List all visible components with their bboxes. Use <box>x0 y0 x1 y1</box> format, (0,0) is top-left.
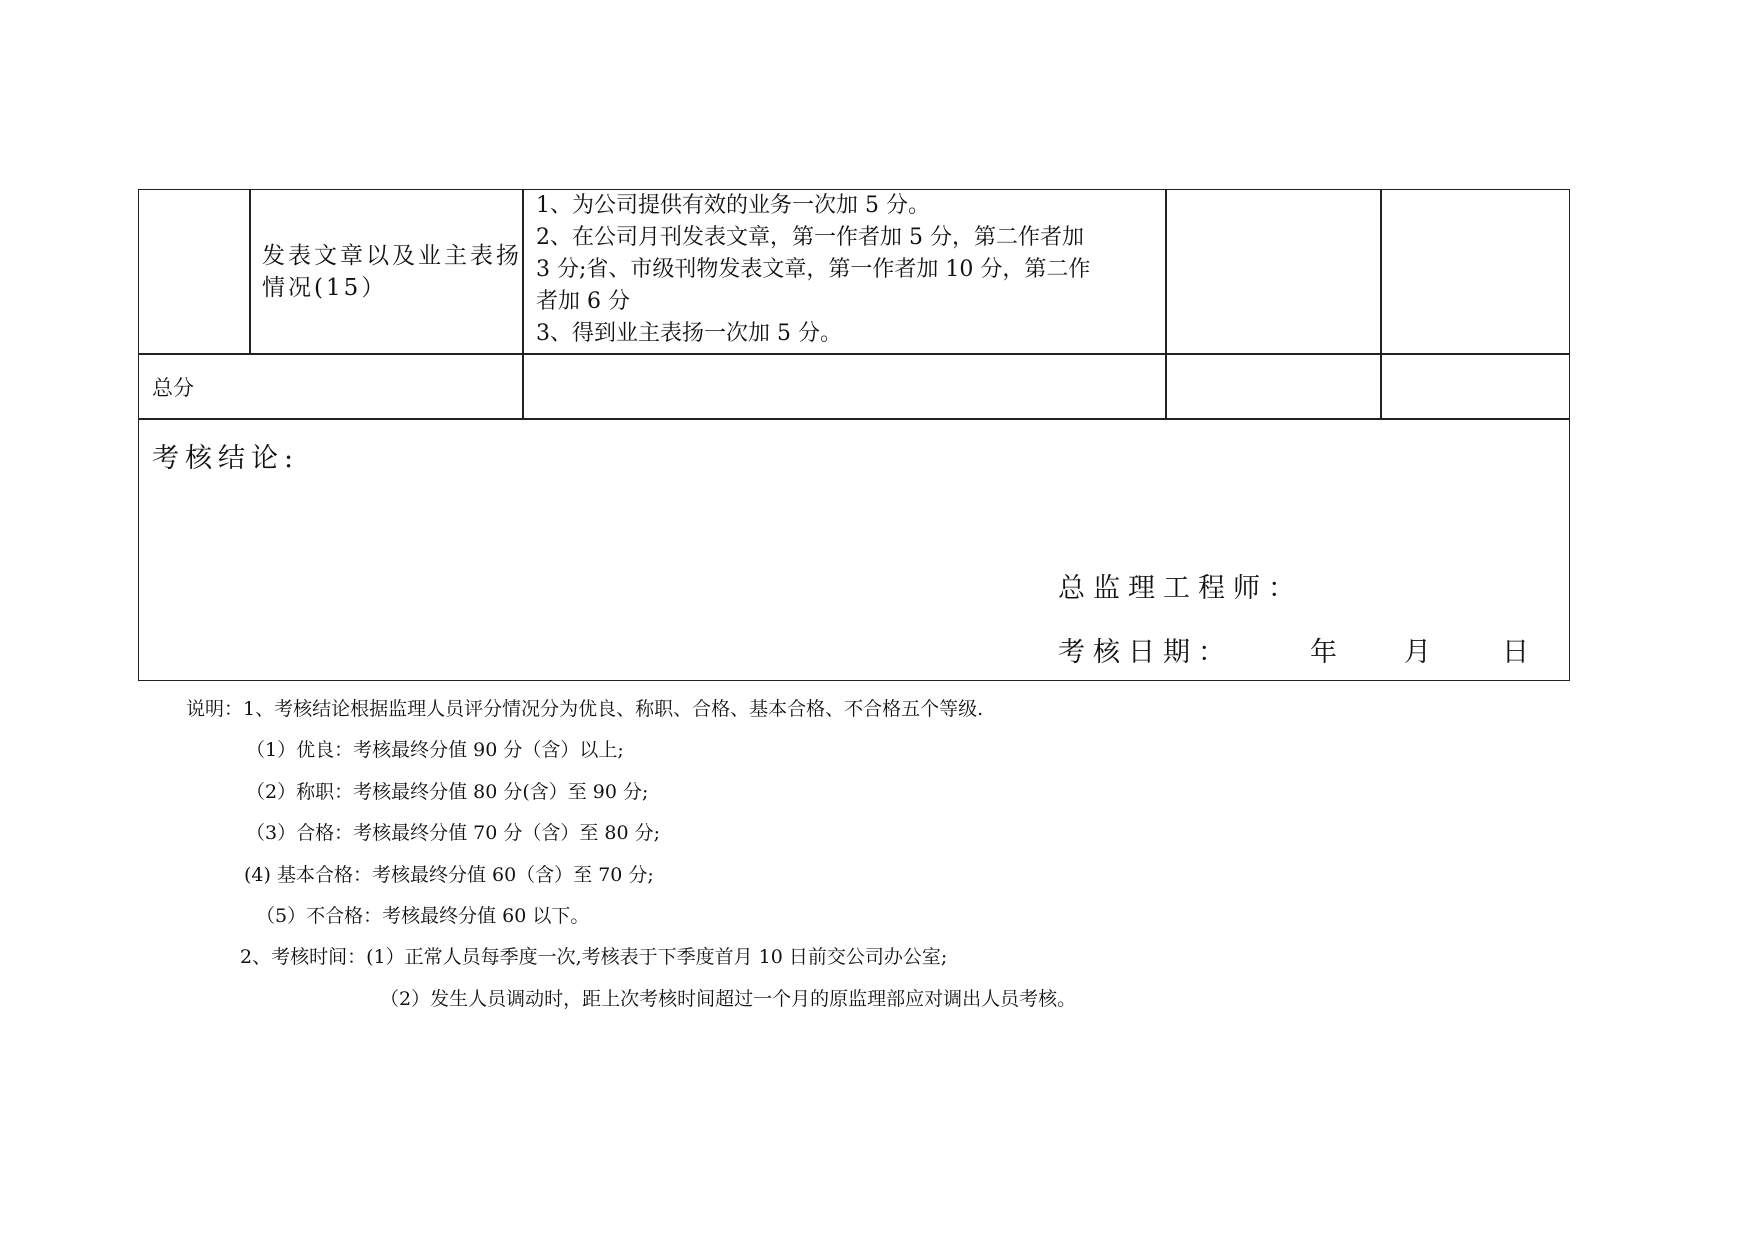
criteria-line: 2、在公司月刊发表文章，第一作者加 5 分，第二作者加 <box>536 225 1084 250</box>
total-label: 总分 <box>152 376 194 400</box>
col-divider-1 <box>249 189 251 353</box>
note-line: （1）优良：考核最终分值 90 分（含）以上; <box>246 739 624 761</box>
row-divider-1 <box>138 353 1570 355</box>
note-line: (4) 基本合格：考核最终分值 60（含）至 70 分; <box>244 864 654 886</box>
note-line: （2）发生人员调动时，距上次考核时间超过一个月的原监理部应对调出人员考核。 <box>380 988 1077 1010</box>
conclusion-label: 考核结论: <box>152 443 300 474</box>
note-line: 2、考核时间：(1）正常人员每季度一次,考核表于下季度首月 10 日前交公司办公室; <box>240 946 948 968</box>
note-line: （2）称职：考核最终分值 80 分(含）至 90 分; <box>246 781 649 803</box>
criteria-line: 1、为公司提供有效的业务一次加 5 分。 <box>536 193 930 218</box>
year-label: 年 <box>1310 637 1345 668</box>
item-name: 发表文章以及业主表扬情况(15） <box>262 243 522 301</box>
col-divider-4 <box>1380 189 1382 418</box>
note-line: （5）不合格：考核最终分值 60 以下。 <box>256 905 590 927</box>
criteria-line: 3、得到业主表扬一次加 5 分。 <box>536 321 842 346</box>
criteria-cell <box>536 190 1090 350</box>
chief-engineer-label: 总监理工程师： <box>1058 573 1303 604</box>
day-label: 日 <box>1502 637 1537 668</box>
date-label: 考核日期： <box>1058 637 1233 668</box>
month-label: 月 <box>1404 637 1439 668</box>
note-line: （3）合格：考核最终分值 70 分（含）至 80 分; <box>246 822 661 844</box>
row-divider-2 <box>138 418 1570 420</box>
criteria-line: 者加 6 分 <box>536 289 630 314</box>
col-divider-3 <box>1165 189 1167 418</box>
note-line: 说明：1、考核结论根据监理人员评分情况分为优良、称职、合格、基本合格、不合格五个等级. <box>186 698 984 720</box>
criteria-line: 3 分;省、市级刊物发表文章，第一作者加 10 分，第二作 <box>536 257 1091 282</box>
